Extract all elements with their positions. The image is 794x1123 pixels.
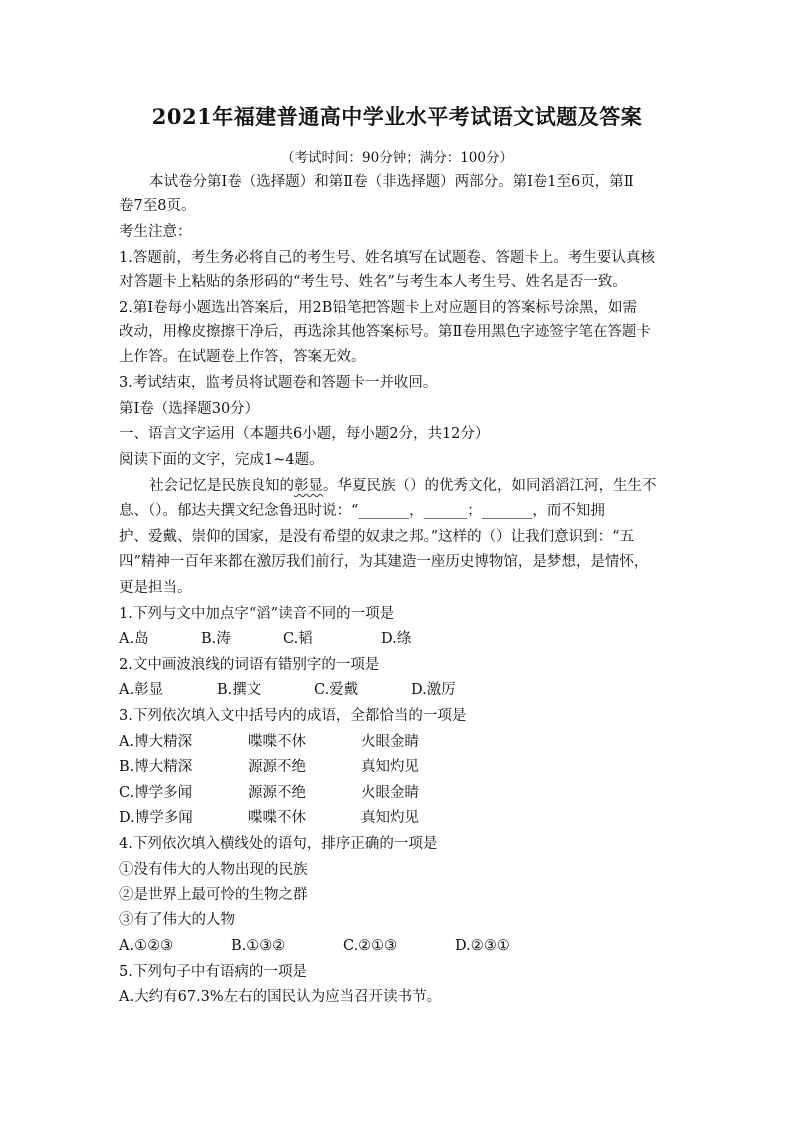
q4-option-c: C.②①③ [343,938,398,954]
passage-line-5: 更是担当。 [119,580,192,596]
notice-2c: 上作答。在试题卷上作答，答案无效。 [119,349,366,365]
q3-row-b-3: 真知灼见 [361,759,419,775]
q3-row-d-1: D.博学多闻 [119,810,193,826]
passage-text: 社会记忆是民族良知的 [149,478,294,494]
q1-stem: 1.下列与文中加点字“滔”读音不同的一项是 [119,606,395,622]
part1-heading: 第Ⅰ卷（选择题30分） [119,401,260,417]
notice-1a: 1.答题前，考生务必将自己的考生号、姓名填写在试题卷、答题卡上。考生要认真核 [119,250,655,266]
intro-line-2: 卷7至8页。 [119,198,196,214]
passage-line-4: 四”精神一百年来都在激厉我们前行，为其建造一座历史博物馆，是梦想，是情怀， [119,554,649,570]
q3-stem: 3.下列依次填入文中括号内的成语，全都恰当的一项是 [119,708,467,724]
q4-item-1: ①没有伟大的人物出现的民族 [119,862,308,878]
q4-option-a: A.①②③ [119,938,174,954]
q4-item-3: ③有了伟大的人物 [119,912,235,928]
passage-line-1 [149,476,657,496]
q1-option-a: A.岛 [119,631,149,647]
q3-row-a-3: 火眼金睛 [361,734,419,750]
section1-heading: 一、语言文字运用（本题共6小题，每小题2分，共12分） [119,426,490,442]
notice-heading: 考生注意： [119,224,192,240]
q3-row-a-1: A.博大精深 [119,734,193,750]
intro-line-1: 本试卷分第Ⅰ卷（选择题）和第Ⅱ卷（非选择题）两部分。第Ⅰ卷1至6页，第Ⅱ [149,174,634,190]
q4-option-b: B.①③② [231,938,286,954]
notice-2b: 改动，用橡皮擦擦干净后，再选涂其他答案标号。第Ⅱ卷用黑色字迹签字笔在答题卡 [119,324,651,340]
q3-row-d-2: 喋喋不休 [248,810,306,826]
q3-row-c-2: 源源不绝 [248,785,306,801]
exam-title: 2021年福建普通高中学业水平考试语文试题及答案 [151,104,643,129]
q2-stem: 2.文中画波浪线的词语有错别字的一项是 [119,657,380,673]
q1-option-d: D.绦 [381,631,412,647]
q3-row-c-1: C.博学多闻 [119,785,193,801]
reading-instruction: 阅读下面的文字，完成1~4题。 [119,452,324,468]
passage-line-3: 护、爱戴、崇仰的国家，是没有希望的奴隶之邦。”这样的（）让我们意识到：“五 [119,529,635,545]
q3-row-d-3: 真知灼见 [361,810,419,826]
notice-1b: 对答题卡上粘贴的条形码的“考生号、姓名”与考生本人考生号、姓名是否一致。 [119,274,627,290]
q3-row-b-1: B.博大精深 [119,759,193,775]
q2-option-d: D.激厉 [411,682,456,698]
q4-stem: 4.下列依次填入横线处的语句，排序正确的一项是 [119,836,438,852]
q1-option-b: B.涛 [201,631,231,647]
q3-row-b-2: 源源不绝 [248,759,306,775]
q5-stem: 5.下列句子中有语病的一项是 [119,964,307,980]
q4-option-d: D.②③① [455,938,510,954]
notice-3: 3.考试结束，监考员将试题卷和答题卡一并收回。 [119,375,438,391]
q3-row-c-3: 火眼金睛 [361,785,419,801]
q4-item-2: ②是世界上最可怜的生物之群 [119,887,308,903]
q1-option-c: C.韬 [283,631,313,647]
exam-subtitle: （考试时间：90分钟；满分：100分） [281,150,513,166]
wavy-underlined-word: 彰显 [294,478,323,494]
passage-text: 。华夏民族（）的优秀文化，如同滔滔江河，生生不 [323,478,657,494]
q3-row-a-2: 喋喋不休 [248,734,306,750]
q2-option-a: A.彰显 [119,682,164,698]
q5-option-a: A.大约有67.3%左右的国民认为应当召开读书节。 [119,989,442,1005]
q2-option-c: C.爱戴 [314,682,359,698]
notice-2a: 2.第Ⅰ卷每小题选出答案后，用2B铅笔把答题卡上对应题目的答案标号涂黑，如需 [119,300,637,316]
q2-option-b: B.撰文 [217,682,262,698]
passage-line-2: 息、（）。郁达夫撰文纪念鲁迅时说：“_______，______；_______，而不知拥 [119,503,605,519]
